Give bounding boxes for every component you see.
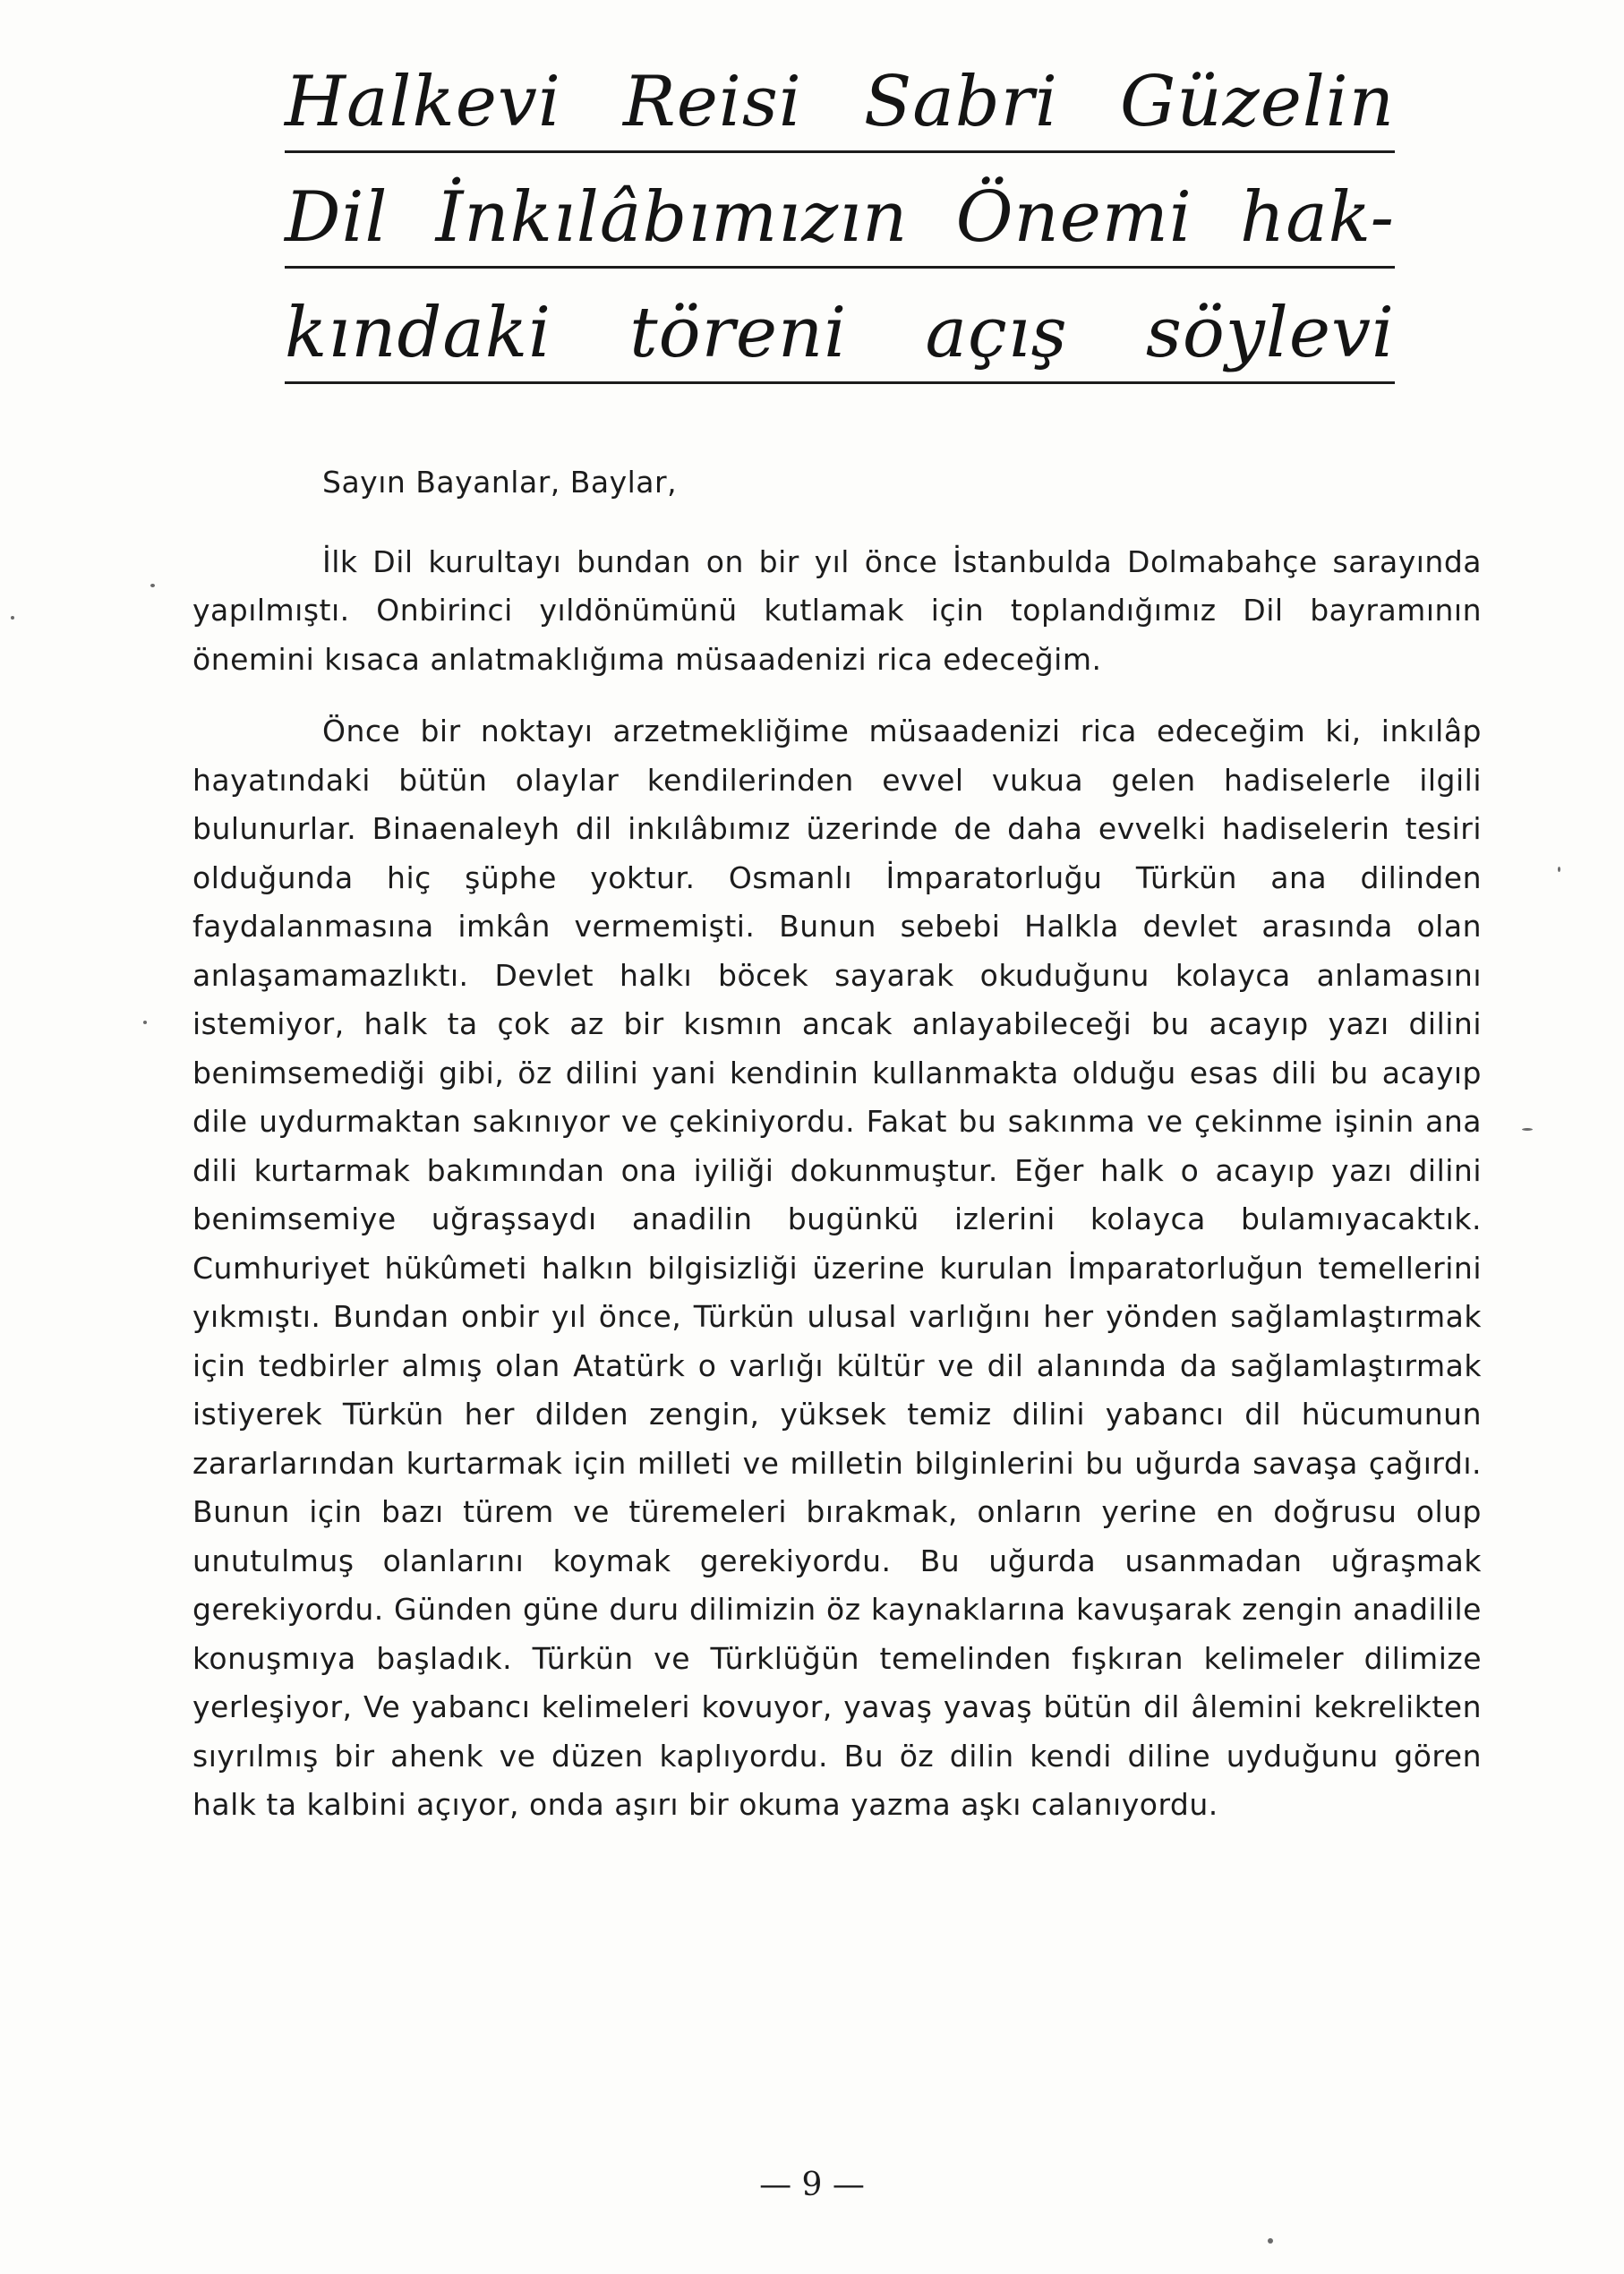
title-line-2: Dil İnkılâbımızın Önemi hak-	[285, 177, 1395, 258]
page-number: — 9 —	[759, 2167, 865, 2203]
title-line-1: Halkevi Reisi Sabri Güzelin	[285, 62, 1395, 142]
paragraph-2: Önce bir noktayı arzetmekliğime müsaadenizi rica edeceğim ki, inkılâp hayatındaki bütün olaylar kendilerinden evvel vukua gelen hadiselerle ilgili bulunurlar. Binaenaleyh dil inkılâbımız üzerinde de daha evvelki hadiselerin tesiri olduğunda hiç şüphe yoktur. Osmanlı İmparatorluğu Türkün ana dilinden faydalanmasına imkân vermemişti. Bunun sebebi Halkla devlet arasında olan anlaşamamazlıktı. Devlet halkı böcek sayarak okuduğunu kolayca anlamasını istemiyor, halk ta çok az bir kısmın ancak anlayabileceği bu acayıp yazı dilini benimsemediği gibi, öz dilini yani kendinin kullanmakta olduğu esas dili bu acayıp dile uydurmaktan sakınıyor ve çekiniyordu. Fakat bu sakınma ve çekinme işinin ana dili kurtarmak bakımından ona iyiliği dokunmuştur. Eğer halk o acayıp yazı dilini benimsemiye uğraşsaydı anadilin bugünkü izlerini kolayca bulamıyacaktık. Cumhuriyet hükûmeti halkın bilgisizliği üzerine kurulan İmparatorluğun temellerini yıkmıştı. Bundan onbir yıl önce, Türkün ulusal varlığını her yönden sağlamlaştırmak için tedbirler almış olan Atatürk o varlığı kültür ve dil alanında da sağlamlaştırmak istiyerek Türkün her dilden zengin, yüksek temiz dilini yabancı dil hücumunun zararlarından kurtarmak için milleti ve milletin bilginlerini bu uğurda savaşa çağırdı. Bunun için bazı türem ve türemeleri bırakmak, onların yerine en doğrusu olup unutulmuş olanlarını koymak gerekiyordu. Bu uğurda usanmadan uğraşmak gerekiyordu. Günden güne duru dilimizin öz kaynaklarına kavuşarak zengin anadilile konuşmıya başladık. Türkün ve Türklüğün temelinden fışkıran kelimeler dilimize yerleşiyor, Ve yabancı kelimeleri kovuyor, yavaş yavaş bütün dil âlemini kekrelikten sıyrılmış bir ahenk ve düzen kaplıyordu. Bu öz dilin kendi diline uyduğunu gören halk ta kalbini açıyor, onda aşırı bir okuma yazma aşkı calanıyordu.	[192, 714, 1482, 1822]
scan-speck	[1522, 1128, 1533, 1131]
title-underline-3	[285, 381, 1395, 384]
paragraph-1: İlk Dil kurultayı bundan on bir yıl önce İstanbulda Dolmabahçe sarayında yapılmıştı. Onbirinci yıldönümünü kutlamak için toplandığımız Dil bayramının önemini kısaca anlatmaklığıma müsaadenizi rica edeceğim.	[192, 543, 1482, 677]
scan-speck	[150, 584, 155, 587]
scan-speck	[1558, 867, 1560, 872]
scan-speck	[11, 616, 14, 620]
article-title	[285, 54, 1395, 400]
article-body	[192, 458, 1482, 1830]
title-underline-1	[285, 150, 1395, 153]
title-underline-2	[285, 266, 1395, 269]
scan-speck	[143, 1021, 147, 1024]
scan-speck	[1268, 2238, 1273, 2244]
title-line-3: kındaki töreni açış söylevi	[285, 293, 1395, 373]
salutation: Sayın Bayanlar, Baylar,	[322, 465, 678, 500]
